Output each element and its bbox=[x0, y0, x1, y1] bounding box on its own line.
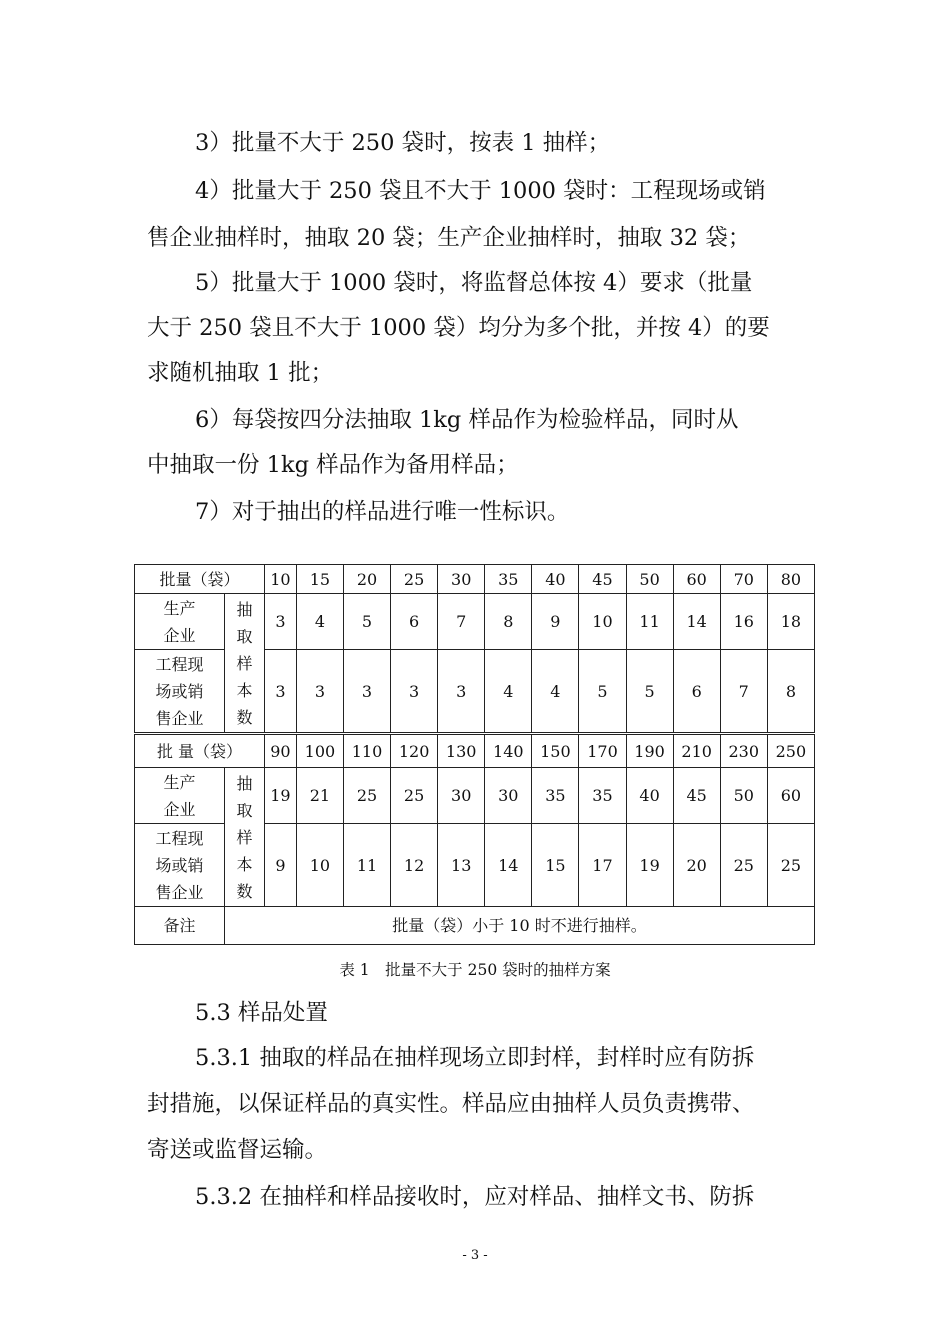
table-cell: 25 bbox=[343, 768, 390, 824]
item-7: 7）对于抽出的样品进行唯一性标识。 bbox=[195, 499, 570, 525]
table-cell: 35 bbox=[485, 565, 532, 594]
table-cell: 50 bbox=[626, 565, 673, 594]
table-cell: 30 bbox=[438, 768, 485, 824]
table-cell: 14 bbox=[485, 824, 532, 907]
table-cell: 190 bbox=[626, 734, 673, 768]
table-cell: 4 bbox=[485, 650, 532, 734]
table-note-row bbox=[135, 907, 815, 945]
table-cell: 12 bbox=[391, 824, 438, 907]
table-cell: 230 bbox=[720, 734, 767, 768]
table-header-row-1 bbox=[135, 565, 815, 594]
para-5-3-2-line-1: 5.3.2 在抽样和样品接收时，应对样品、抽样文书、防拆 bbox=[195, 1184, 755, 1210]
note-text: 批量（袋）小于 10 时不进行抽样。 bbox=[225, 907, 815, 945]
table-cell: 10 bbox=[296, 824, 343, 907]
para-5-3-1-line-2: 封措施，以保证样品的真实性。样品应由抽样人员负责携带、 bbox=[147, 1091, 755, 1117]
table-cell: 25 bbox=[720, 824, 767, 907]
item-5-line-3: 求随机抽取 1 批； bbox=[147, 360, 334, 386]
table-cell: 8 bbox=[485, 594, 532, 650]
table-cell: 4 bbox=[532, 650, 579, 734]
table-cell: 30 bbox=[438, 565, 485, 594]
table-cell: 35 bbox=[532, 768, 579, 824]
table-cell: 7 bbox=[720, 650, 767, 734]
table-cell: 20 bbox=[343, 565, 390, 594]
table-cell: 6 bbox=[391, 594, 438, 650]
table-cell: 5 bbox=[626, 650, 673, 734]
producer-label: 生产 企业 bbox=[135, 768, 225, 824]
table-cell: 110 bbox=[343, 734, 390, 768]
table-cell: 6 bbox=[673, 650, 720, 734]
table-row-producer-2 bbox=[135, 768, 815, 824]
table-cell: 13 bbox=[438, 824, 485, 907]
item-6-line-2: 中抽取一份 1kg 样品作为备用样品； bbox=[147, 452, 519, 478]
item-4-line-1: 4）批量大于 250 袋且不大于 1000 袋时：工程现场或销 bbox=[195, 178, 766, 204]
table-cell: 20 bbox=[673, 824, 720, 907]
table-cell: 25 bbox=[391, 768, 438, 824]
table-cell: 250 bbox=[767, 734, 814, 768]
table-cell: 9 bbox=[265, 824, 297, 907]
table-cell: 3 bbox=[391, 650, 438, 734]
para-5-3-1-line-3: 寄送或监督运输。 bbox=[147, 1137, 328, 1163]
section-heading: 5.3 样品处置 bbox=[195, 1000, 328, 1026]
table-cell: 7 bbox=[438, 594, 485, 650]
table-cell: 3 bbox=[265, 594, 297, 650]
item-5-line-2: 大于 250 袋且不大于 1000 袋）均分为多个批，并按 4）的要 bbox=[147, 315, 770, 341]
table-cell: 19 bbox=[626, 824, 673, 907]
table-cell: 8 bbox=[767, 650, 814, 734]
table-cell: 140 bbox=[485, 734, 532, 768]
table-cell: 17 bbox=[579, 824, 626, 907]
table-cell: 10 bbox=[265, 565, 297, 594]
table-cell: 3 bbox=[343, 650, 390, 734]
table-cell: 4 bbox=[296, 594, 343, 650]
batch-size-label: 批量（袋） bbox=[135, 565, 265, 594]
sampling-table bbox=[134, 564, 815, 945]
table-header-row-2 bbox=[135, 734, 815, 768]
table-cell: 150 bbox=[532, 734, 579, 768]
table-cell: 45 bbox=[579, 565, 626, 594]
table-cell: 210 bbox=[673, 734, 720, 768]
table-cell: 10 bbox=[579, 594, 626, 650]
table-cell: 50 bbox=[720, 768, 767, 824]
table-cell: 9 bbox=[532, 594, 579, 650]
table-cell: 80 bbox=[767, 565, 814, 594]
table-cell: 90 bbox=[265, 734, 297, 768]
table-cell: 5 bbox=[579, 650, 626, 734]
batch-size-label: 批 量（袋） bbox=[135, 734, 265, 768]
table-cell: 70 bbox=[720, 565, 767, 594]
sample-count-label: 抽 取 样 本 数 bbox=[225, 594, 265, 734]
table-caption: 表 1 批量不大于 250 袋时的抽样方案 bbox=[339, 961, 611, 979]
table-cell: 3 bbox=[265, 650, 297, 734]
item-3: 3）批量不大于 250 袋时，按表 1 抽样； bbox=[195, 130, 611, 156]
item-4-line-2: 售企业抽样时，抽取 20 袋；生产企业抽样时，抽取 32 袋； bbox=[147, 225, 751, 251]
site-label: 工程现 场或销 售企业 bbox=[135, 650, 225, 734]
page-number: - 3 - bbox=[462, 1248, 488, 1263]
table-cell: 3 bbox=[438, 650, 485, 734]
table-cell: 16 bbox=[720, 594, 767, 650]
table-cell: 60 bbox=[673, 565, 720, 594]
table-cell: 30 bbox=[485, 768, 532, 824]
table-cell: 45 bbox=[673, 768, 720, 824]
table-cell: 15 bbox=[532, 824, 579, 907]
table-cell: 40 bbox=[532, 565, 579, 594]
table-cell: 3 bbox=[296, 650, 343, 734]
table-cell: 130 bbox=[438, 734, 485, 768]
para-5-3-1-line-1: 5.3.1 抽取的样品在抽样现场立即封样，封样时应有防拆 bbox=[195, 1045, 755, 1071]
site-label: 工程现 场或销 售企业 bbox=[135, 824, 225, 907]
sample-count-label: 抽 取 样 本 数 bbox=[225, 768, 265, 907]
table-cell: 11 bbox=[626, 594, 673, 650]
table-cell: 25 bbox=[391, 565, 438, 594]
table-cell: 18 bbox=[767, 594, 814, 650]
table-cell: 25 bbox=[767, 824, 814, 907]
table-cell: 15 bbox=[296, 565, 343, 594]
table-cell: 120 bbox=[391, 734, 438, 768]
note-label: 备注 bbox=[135, 907, 225, 945]
table-cell: 5 bbox=[343, 594, 390, 650]
table-cell: 170 bbox=[579, 734, 626, 768]
table-cell: 35 bbox=[579, 768, 626, 824]
item-5-line-1: 5）批量大于 1000 袋时，将监督总体按 4）要求（批量 bbox=[195, 270, 753, 296]
item-6-line-1: 6）每袋按四分法抽取 1kg 样品作为检验样品，同时从 bbox=[195, 407, 739, 433]
producer-label: 生产 企业 bbox=[135, 594, 225, 650]
table-cell: 40 bbox=[626, 768, 673, 824]
table-row-producer-1 bbox=[135, 594, 815, 650]
table-cell: 21 bbox=[296, 768, 343, 824]
table-cell: 19 bbox=[265, 768, 297, 824]
table-cell: 100 bbox=[296, 734, 343, 768]
table-cell: 60 bbox=[767, 768, 814, 824]
table-cell: 14 bbox=[673, 594, 720, 650]
table-cell: 11 bbox=[343, 824, 390, 907]
